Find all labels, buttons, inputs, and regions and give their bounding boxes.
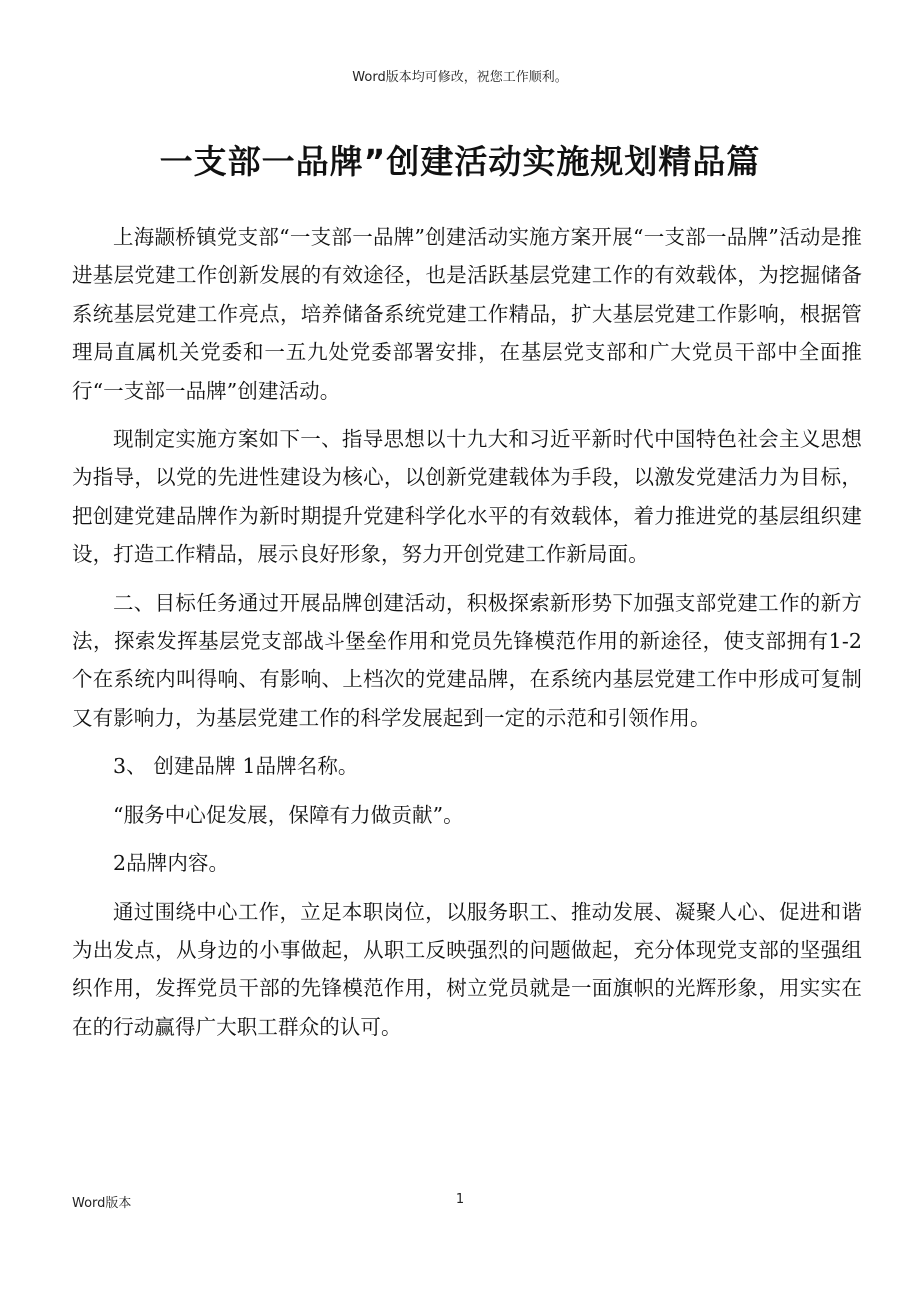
document-body [72, 218, 862, 1056]
paragraph: “服务中心促发展，保障有力做贡献”。 [113, 802, 464, 827]
page-number: 1 [455, 1192, 465, 1207]
paragraph: 通过围绕中心工作，立足本职岗位，以服务职工、推动发展、凝聚人心、促进和谐为出发点，从身边的小事做起，从职工反映强烈的问题做起，充分体现党支部的坚强组织作用，发挥党员干部的先锋模范作用，树立党员就是一面旗帜的光辉形象，用实实在在的行动赢得广大职工群众的认可。 [72, 899, 862, 1039]
paragraph: 2品牌内容。 [113, 851, 230, 876]
footer-label: Word版本 [72, 1196, 132, 1211]
paragraph: 现制定实施方案如下一、指导思想以十九大和习近平新时代中国特色社会主义思想为指导，以党的先进性建设为核心，以创新党建载体为手段，以激发党建活力为目标，把创建党建品牌作为新时期提升党建科学化水平的有效载体，着力推进党的基层组织建设，打造工作精品，展示良好形象，努力开创党建工作新局面。 [72, 427, 862, 567]
document-title: 一支部一品牌”创建活动实施规划精品篇 [159, 142, 761, 181]
paragraph: 3、 创建品牌 1品牌名称。 [113, 754, 359, 779]
header-note: Word版本均可修改，祝您工作顺利。 [352, 70, 568, 85]
paragraph: 二、目标任务通过开展品牌创建活动，积极探索新形势下加强支部党建工作的新方法，探索发挥基层党支部战斗堡垒作用和党员先锋模范作用的新途径，使支部拥有1-2个在系统内叫得响、有影响、上档次的党建品牌，在系统内基层党建工作中形成可复制又有影响力，为基层党建工作的科学发展起到一定的示范和引领作用。 [72, 590, 862, 730]
paragraph: 上海颛桥镇党支部“一支部一品牌”创建活动实施方案开展“一支部一品牌”活动是推进基层党建工作创新发展的有效途径，也是活跃基层党建工作的有效载体，为挖掘储备系统基层党建工作亮点，培养储备系统党建工作精品，扩大基层党建工作影响，根据管理局直属机关党委和一五九处党委部署安排，在基层党支部和广大党员干部中全面推行“一支部一品牌”创建活动。 [72, 225, 862, 403]
